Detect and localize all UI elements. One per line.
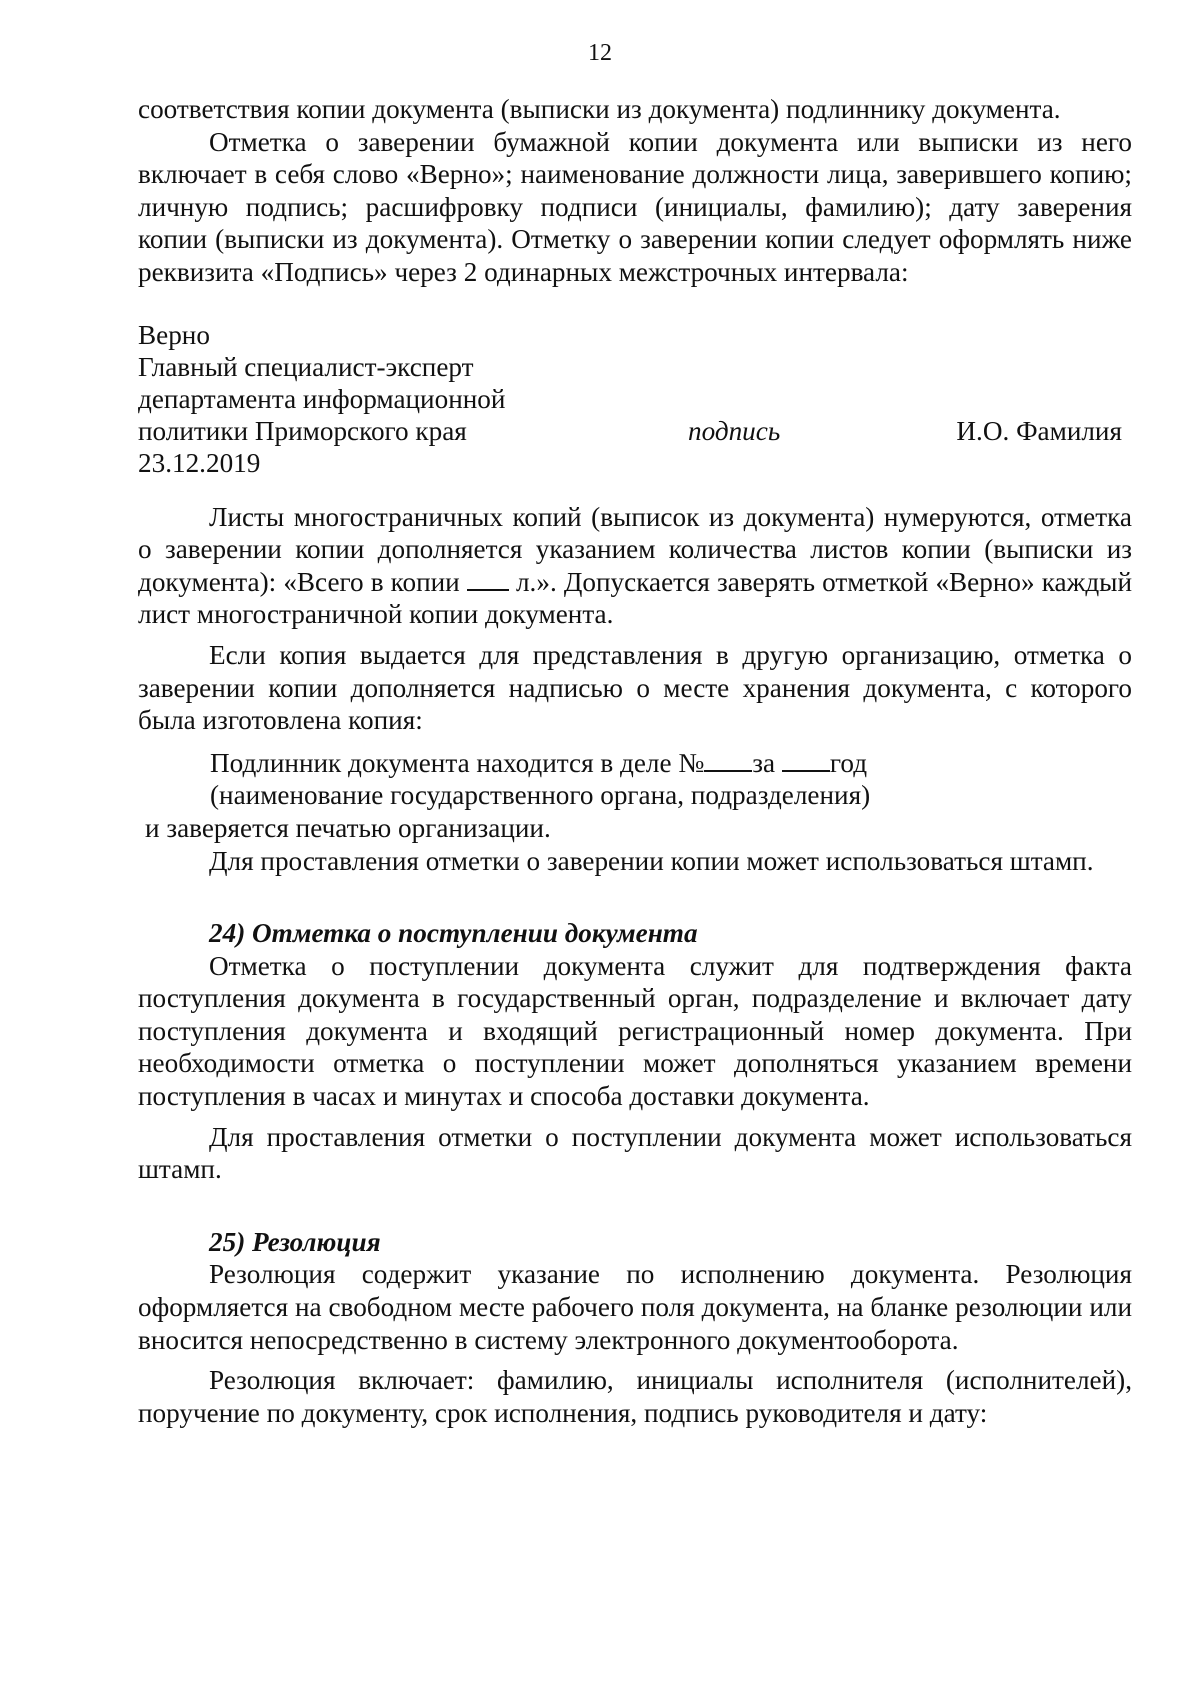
multipage-text-part2: л.». Допускается заверять отметкой «Верно» каждый лист многостраничной копии документа. bbox=[138, 566, 1133, 630]
multipage-text-part1: Листы многостраничных копий (выписок из документа) нумеруются, отметка о заверении копии дополняется указанием количества листов копии (выписки из документа): «Всего в копии bbox=[138, 501, 1132, 597]
cert-position-line1: Главный специалист-эксперт bbox=[138, 351, 474, 382]
cert-signature: подпись bbox=[688, 416, 781, 447]
section-heading-25: 25) Резолюция bbox=[209, 1226, 381, 1257]
cert-date: 23.12.2019 bbox=[138, 448, 261, 479]
paragraph-multipage-copies bbox=[138, 501, 1132, 631]
certification-sample bbox=[138, 319, 1132, 485]
paragraph-receipt-mark: Отметка о поступлении документа служит для подтверждения факта поступления документа в государственный орган, подразделение и включает дату поступления документа и входящий регистрационный номер документа. При необходимости отметка о поступлении может дополняться указанием времени поступления в часах и минутах и способа доставки документа. bbox=[138, 950, 1132, 1112]
case-number-blank bbox=[704, 748, 752, 772]
year-blank bbox=[782, 748, 830, 772]
paragraph-copy-conformity: соответствия копии документа (выписки из документа) подлиннику документа. bbox=[138, 94, 1061, 124]
original-location-line2: (наименование государственного органа, подразделения) bbox=[210, 780, 871, 811]
paragraph-stamp-receipt: Для проставления отметки о поступлении документа может использоваться штамп. bbox=[138, 1121, 1132, 1185]
original-location-line1: Подлинник документа находится в деле № за год bbox=[210, 747, 868, 778]
document-body bbox=[138, 93, 1132, 1429]
original-location-sample bbox=[138, 747, 1132, 845]
paragraph-stamp-certification: Для проставления отметки о заверении копии может использоваться штамп. bbox=[209, 845, 1094, 876]
cert-verno: Верно bbox=[138, 319, 210, 350]
cert-position-line3: политики Приморского края bbox=[138, 416, 467, 447]
paragraph-resolution: Резолюция содержит указание по исполнению документа. Резолюция оформляется на свободном месте рабочего поля документа, на бланке резолюции или вносится непосредственно в систему электронного документооборота. bbox=[138, 1259, 1132, 1355]
paragraph-resolution-contents: Резолюция включает: фамилию, инициалы исполнителя (исполнителей), поручение по документу, срок исполнения, подпись руководителя и дату: bbox=[138, 1365, 1132, 1428]
paragraph-other-organization: Если копия выдается для представления в другую организацию, отметка о заверении копии дополняется надписью о месте хранения документа, с которого была изготовлена копия: bbox=[138, 639, 1132, 736]
section-heading-24: 24) Отметка о поступлении документа bbox=[209, 918, 698, 949]
sheet-count-blank bbox=[467, 567, 509, 591]
cert-name: И.О. Фамилия bbox=[956, 416, 1122, 447]
original-location-line3: и заверяется печатью организации. bbox=[145, 812, 551, 843]
paragraph-certification-mark: Отметка о заверении бумажной копии документа или выписки из него включает в себя слово «Верно»; наименование должности лица, заверившего копию; личную подпись; расшифровку подписи (инициалы, фамилию); дату заверения копии (выписки из документа). Отметку о заверении копии следует оформлять ниже реквизита «Подпись» через 2 одинарных межстрочных интервала: bbox=[138, 126, 1132, 287]
cert-position-line2: департамента информационной bbox=[138, 383, 506, 414]
page-number: 12 bbox=[588, 40, 612, 66]
